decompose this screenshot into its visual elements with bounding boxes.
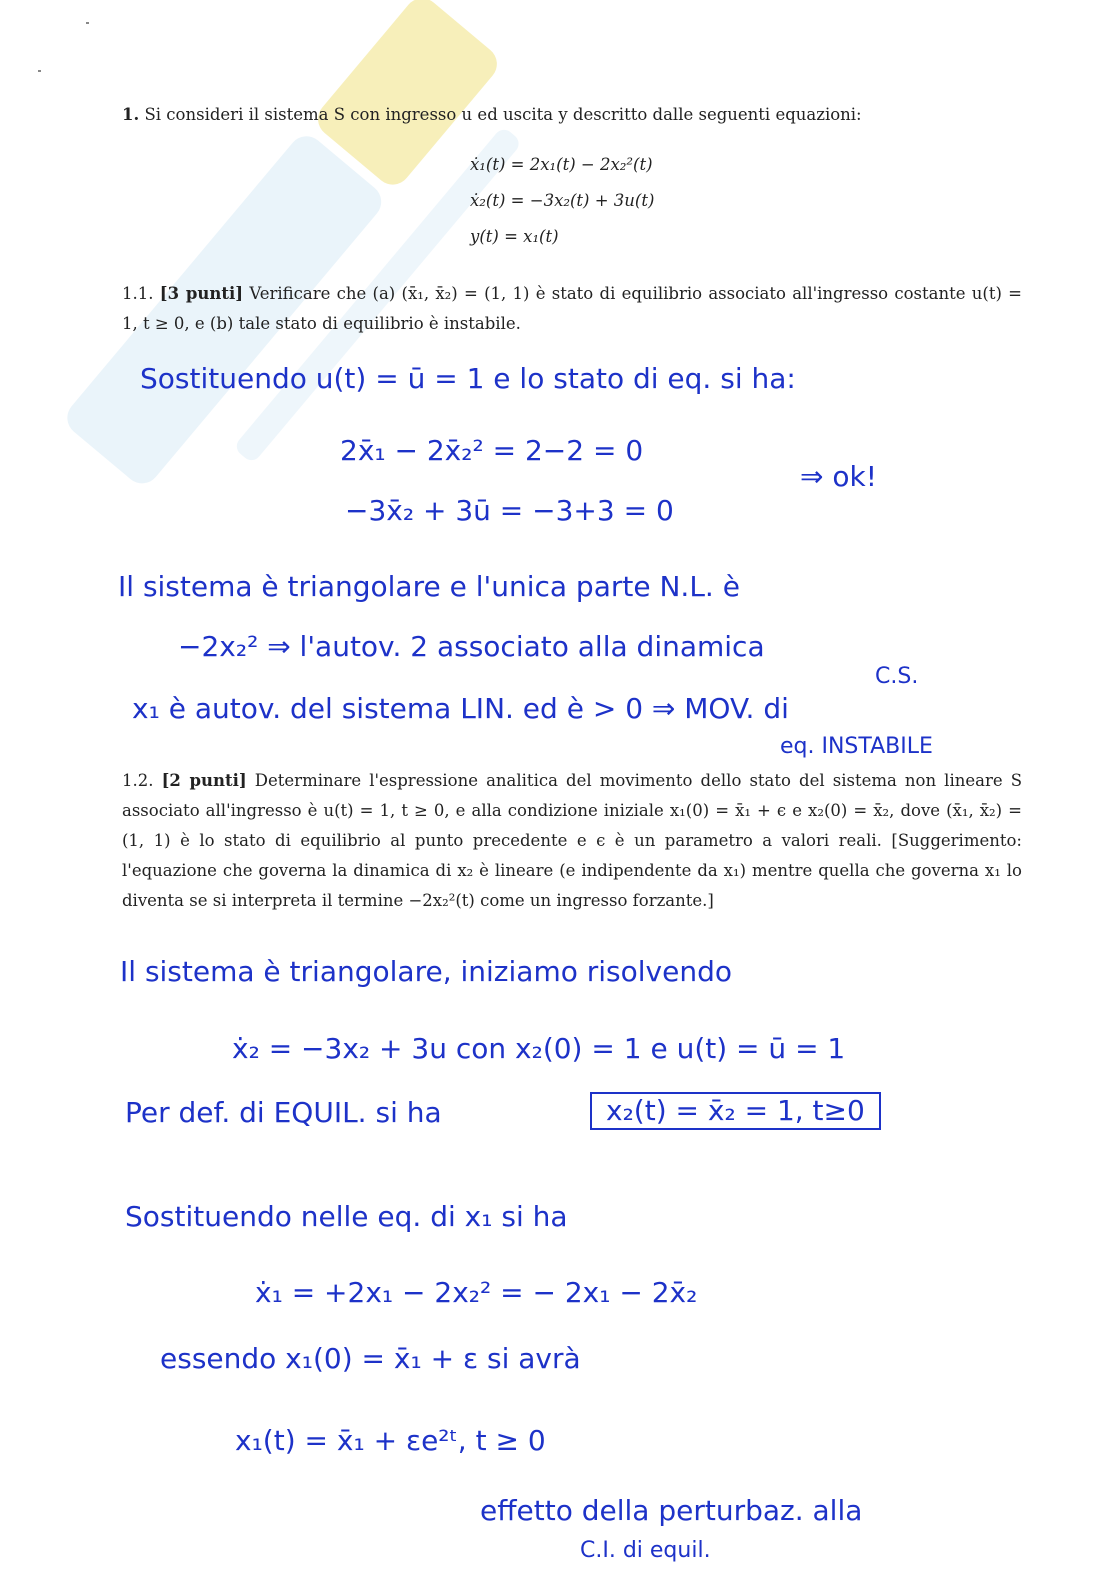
system-equations <box>470 147 654 255</box>
question-label: 1.2. <box>122 771 154 790</box>
question-points: [2 punti] <box>161 771 247 790</box>
handwritten-note: C.S. <box>875 664 919 689</box>
handwritten-line: ẋ₂ = −3x₂ + 3u con x₂(0) = 1 e u(t) = ū = 1 <box>232 1032 846 1065</box>
handwritten-line: essendo x₁(0) = x̄₁ + ε si avrà <box>160 1342 581 1375</box>
problem-intro <box>122 100 1022 130</box>
handwritten-line: Sostituendo nelle eq. di x₁ si ha <box>125 1200 568 1233</box>
scan-speck <box>38 70 41 72</box>
handwritten-line: ⇒ ok! <box>800 460 877 493</box>
scan-speck <box>86 22 89 24</box>
handwritten-line: x₁ è autov. del sistema LIN. ed è > 0 ⇒ MOV. di <box>132 692 789 725</box>
problem-intro-text: Si consideri il sistema S con ingresso u ed uscita y descritto dalle seguenti equazioni: <box>144 105 862 124</box>
handwritten-line: Il sistema è triangolare, iniziamo risolvendo <box>120 955 732 988</box>
equation: y(t) = x₁(t) <box>470 227 559 246</box>
question-points: [3 punti] <box>159 284 244 303</box>
question-1-1 <box>122 279 1022 339</box>
problem-number: 1. <box>122 105 140 124</box>
handwritten-line: x₁(t) = x̄₁ + εe²ᵗ, t ≥ 0 <box>235 1424 546 1457</box>
handwritten-line: 2x̄₁ − 2x̄₂² = 2−2 = 0 <box>340 434 644 467</box>
question-text: Determinare l'espressione analitica del movimento dello stato del sistema non lineare S associato all'ingresso è u(t) = 1, t ≥ 0, e alla condizione iniziale x₁(0) = x̄₁ + ϵ e x₂(0) = x̄₂, dove (x̄₁, x̄₂) = (1, 1) è lo stato di equilibrio al punto precedente e ϵ è un parametro a valori reali. [Suggerimento: l'equazione che governa la dinamica di x₂ è lineare (e indipendente da x₁) mentre quella che governa x₁ lo diventa se si interpreta il termine −2x₂²(t) come un ingresso forzante.] <box>122 771 1023 910</box>
handwritten-line: eq. INSTABILE <box>780 734 933 759</box>
question-label: 1.1. <box>122 284 154 303</box>
equation: ẋ₂(t) = −3x₂(t) + 3u(t) <box>470 191 655 210</box>
question-text: Verificare che (a) (x̄₁, x̄₂) = (1, 1) è stato di equilibrio associato all'ingresso costante u(t) = 1, t ≥ 0, e (b) tale stato di equilibrio è instabile. <box>122 284 1022 333</box>
handwritten-line: Per def. di EQUIL. si ha <box>125 1096 442 1129</box>
boxed-result: x₂(t) = x̄₂ = 1, t≥0 <box>590 1092 881 1130</box>
handwritten-line: −2x₂² ⇒ l'autov. 2 associato alla dinamica <box>178 630 765 663</box>
handwritten-line: ẋ₁ = +2x₁ − 2x₂² = − 2x₁ − 2x̄₂ <box>255 1276 698 1309</box>
handwritten-line: C.I. di equil. <box>580 1538 711 1563</box>
question-1-2 <box>122 766 1022 916</box>
handwritten-line: −3x̄₂ + 3ū = −3+3 = 0 <box>345 494 674 527</box>
handwritten-line: Sostituendo u(t) = ū = 1 e lo stato di eq. si ha: <box>140 362 796 395</box>
equation: ẋ₁(t) = 2x₁(t) − 2x₂²(t) <box>470 155 653 174</box>
handwritten-line: Il sistema è triangolare e l'unica parte N.L. è <box>118 570 740 603</box>
handwritten-line: effetto della perturbaz. alla <box>480 1494 863 1527</box>
